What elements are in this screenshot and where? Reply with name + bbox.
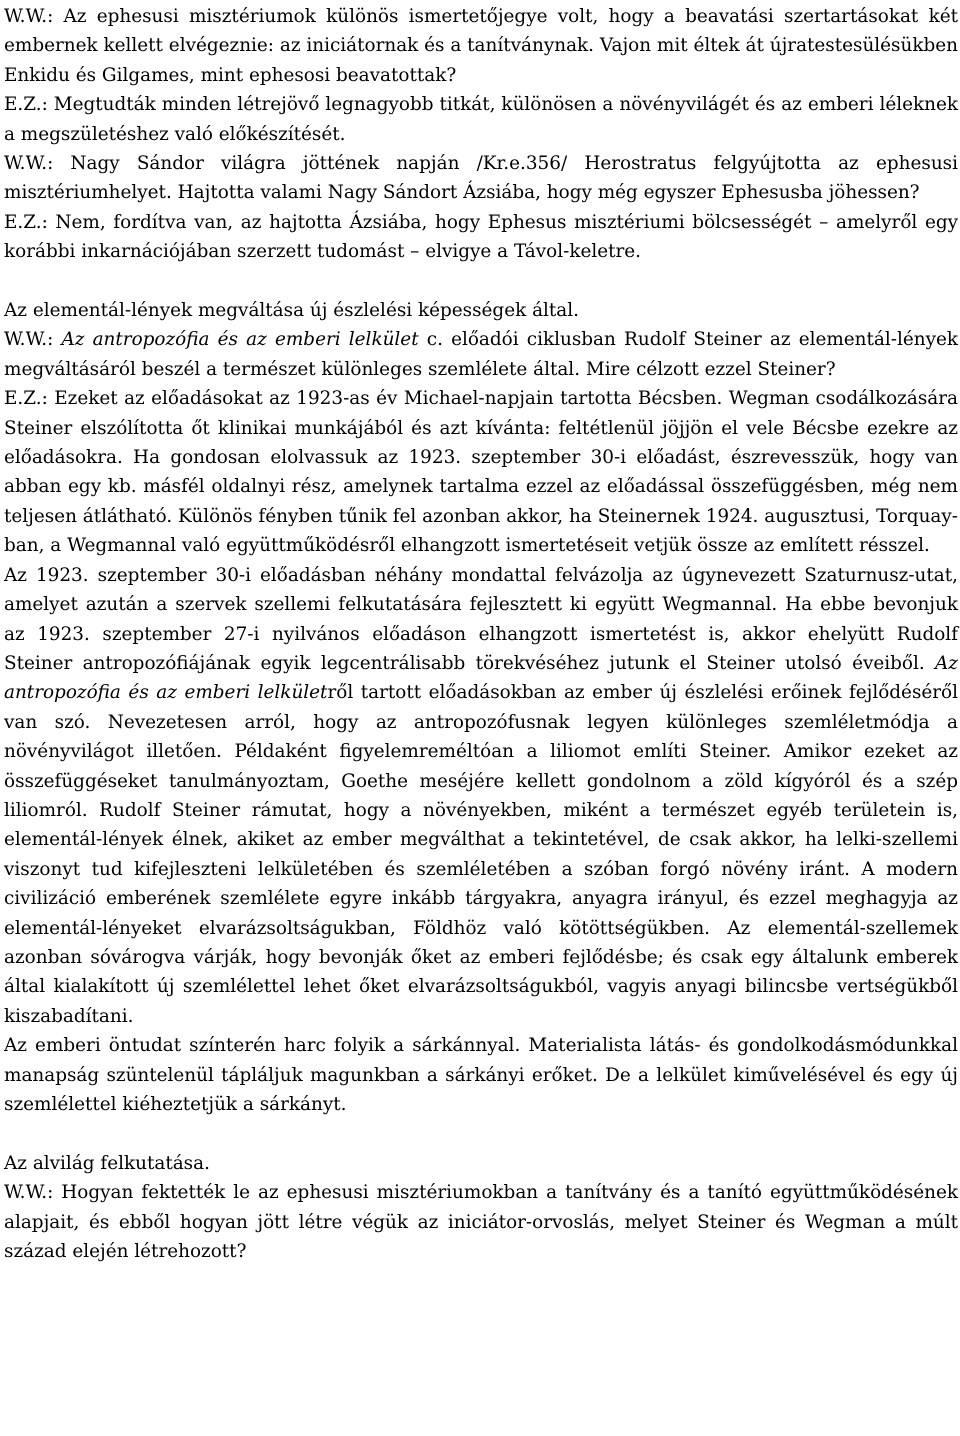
paragraph-elementals-question — [4, 325, 958, 384]
book-title-italic: Az antropozófia és az emberi lelkület — [4, 652, 958, 704]
text-segment: Az 1923. szeptember 30-i előadásban néhány mondattal felvázolja az úgynevezett Szaturnusz-utat, amelyet azután a szervek szellemi felkutatására fejlesztett ki együtt Wegmannal. Ha ebbe bevonjuk az 1923. szeptember 27-i nyilvános előadáson elhangzott ismertetést is, akkor ehelyütt Rudolf Steiner antropozófiájának egyik legcentrálisabb törekvéséhez jutunk el Steiner utolsó éveiből. — [4, 564, 958, 674]
text-segment: W.W.: — [4, 329, 62, 351]
paragraph-ephesus-answer: E.Z.: Megtudták minden létrejövő legnagyobb titkát, különösen a növényvilágét és az emberi léleknek a megszületéshez való előkészítését. — [4, 94, 958, 145]
section-heading-underworld: Az alvilág felkutatása. — [4, 1152, 210, 1174]
paragraph-ephesus-question: W.W.: Az ephesusi misztériumok különös ismertetőjegye volt, hogy a beavatási szertartásokat két embernek kellett elvégeznie: az iniciátornak és a tanítványnak. Vajon mit éltek át újratestesülésükben Enkidu és Gilgames, mint ephesosi beavatottak? — [4, 6, 958, 86]
paragraph-underworld-question: W.W.: Hogyan fektették le az ephesusi misztériumokban a tanítvány és a tanító együttműködésének alapjait, és ebből hogyan jött létre végük az iniciátor-orvoslás, melyet Steiner és Wegman a múlt század elején létrehozott? — [4, 1182, 958, 1263]
text-segment: ről tartott előadásokban az ember új észlelési erőinek fejlődéséről van szó. Nevezetesen arról, hogy az antropozófusnak legyen különleges szemléletmódja a növényvilágot illetően. Példaként figyelemreméltóan a liliomot említi Steiner. Amikor ezeket az összefüggéseket tanulmányoztam, Goethe meséjére kellett gondolnom a zöld kígyóról és a szép liliomról. Rudolf Steiner rámutat, hogy a növényekben, miként a természet egyéb területein is, elementál-lények élnek, akiket az ember megválthat a tekintetével, de csak akkor, ha lelki-szellemi viszonyt tud kifejleszteni lelkületében és szemléletében a szóban forgó növény iránt. A modern civilizáció emberének szemlélete egyre inkább tárgyakra, anyagra irányul, és ezzel meghagyja az elementál-lényeket elvarázsoltságukban, Földhöz való kötöttségükben. Az elementál-szellemek azonban sóvárogva várják, hogy bevonják őket az emberi fejlődésbe; és csak egy általunk emberek által kialakított új szemlélettel lehet őket elvarázsoltságukból, vagyis anyagi bilincsbe vertségükből kiszabadítani. — [4, 682, 959, 1027]
paragraph-spacer — [4, 1119, 958, 1148]
book-title-italic: Az antropozófia és az emberi lelkület — [61, 329, 419, 351]
paragraph-alexander-answer: E.Z.: Nem, fordítva van, az hajtotta Ázsiába, hogy Ephesus misztériumi bölcsességét – amelyről egy korábbi inkarnációjában szerzett tudomást – elvigye a Távol-keletre. — [4, 211, 958, 263]
paragraph-spacer — [4, 267, 958, 296]
paragraph-alexander-question: W.W.: Nagy Sándor világra jöttének napján /Kr.e.356/ Herostratus felgyújtotta az ephesusi misztériumhelyet. Hajtotta valami Nagy Sándort Ázsiába, hogy még egyszer Ephesusba jöhessen? — [4, 153, 958, 204]
paragraph-vienna-lectures: E.Z.: Ezeket az előadásokat az 1923-as év Michael-napjain tartotta Bécsben. Wegman csodálkozására Steiner elszólította őt klinikai munkájából és azt kívánta: feltétlenül jöjjön el vele Bécsbe ezekre az előadásokra. Ha gondosan elolvassuk az 1923. szeptember 30-i előadást, észrevesszük, hogy van abban egy kb. másfél oldalnyi rész, amelynek tartalma ezzel az előadással összefüggésben, még nem teljesen átlátható. Különös fényben tűnik fel azonban akkor, ha Steinernek 1924. augusztusi, Torquay-ban, a Wegmannal való együttműködésről elhangzott ismertetéseit vetjük össze az említett résszel. — [4, 388, 958, 557]
paragraph-dragon-battle: Az emberi öntudat színterén harc folyik a sárkánnyal. Materialista látás- és gondolkodásmódunkkal manapság szüntelenül tápláljuk magunkban a sárkányi erőket. De a lelkület kiművelésével és egy új szemlélettel kiéheztetjük a sárkányt. — [4, 1035, 958, 1116]
text-segment: c. előadói ciklusban Rudolf Steiner az elementál-lények megváltásáról beszél a természet különleges szemlélete által. Mire célzott ezzel Steiner? — [4, 329, 958, 380]
paragraph-saturn-path — [4, 561, 958, 1032]
section-heading-elementals: Az elementál-lények megváltása új észlelési képességek által. — [4, 300, 580, 322]
